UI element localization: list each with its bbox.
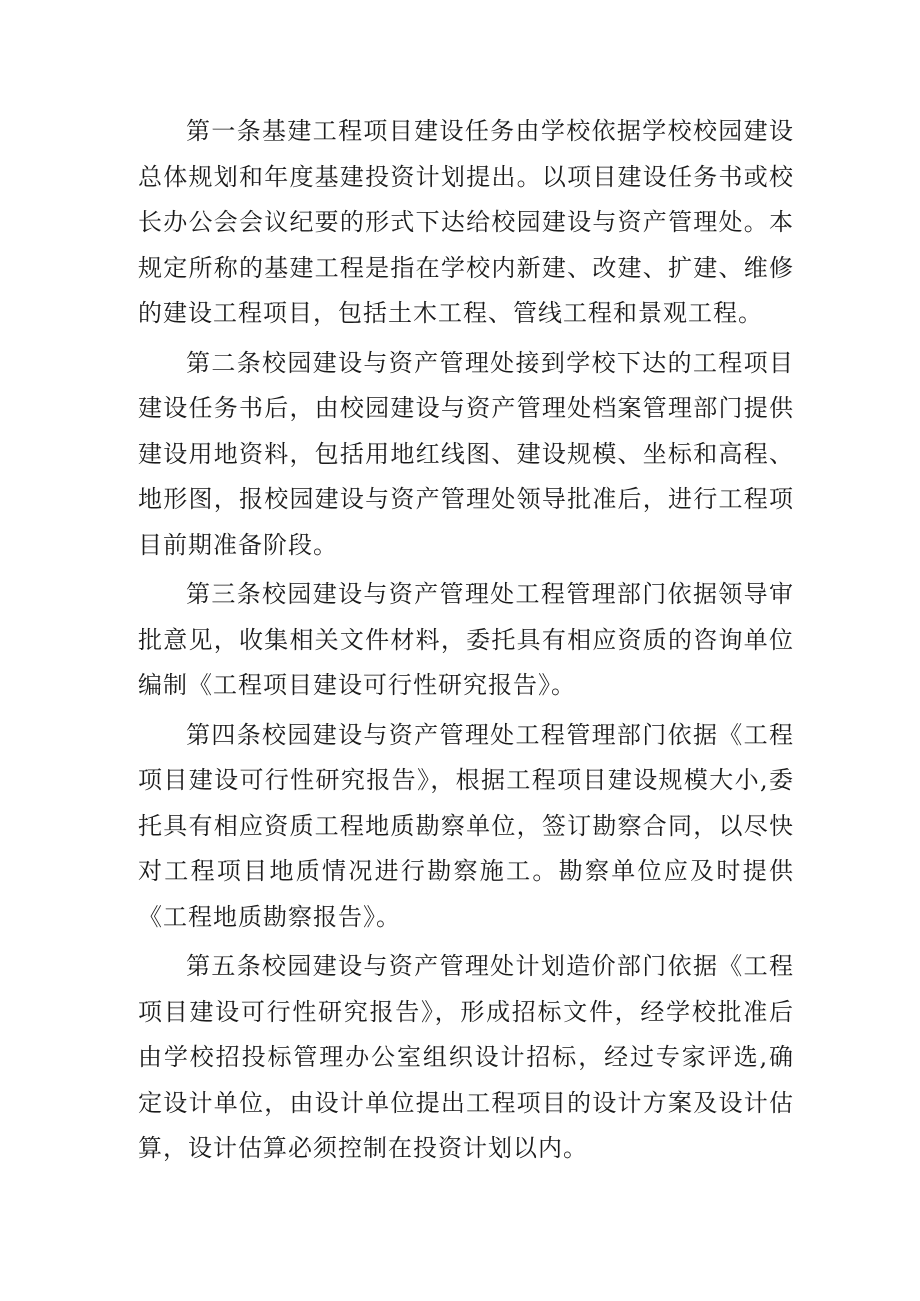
article-4-paragraph: 第四条校园建设与资产管理处工程管理部门依据《工程项目建设可行性研究报告》，根据工程项目建设规模大小,委托具有相应资质工程地质勘察单位，签订勘察合同，以尽快对工程项目地质情况进行勘察施工。勘察单位应及时提供《工程地质勘察报告》。 xyxy=(138,720,794,931)
article-1-paragraph: 第一条基建工程项目建设任务由学校依据学校校园建设总体规划和年度基建投资计划提出。以项目建设任务书或校长办公会会议纪要的形式下达给校园建设与资产管理处。本规定所称的基建工程是指在学校内新建、改建、扩建、维修的建设工程项目，包括土木工程、管线工程和景观工程。 xyxy=(138,117,794,327)
article-5-paragraph: 第五条校园建设与资产管理处计划造价部门依据《工程项目建设可行性研究报告》，形成招标文件，经学校批准后由学校招投标管理办公室组织设计招标，经过专家评选,确定设计单位，由设计单位提出工程项目的设计方案及设计估算，设计估算必须控制在投资计划以内。 xyxy=(138,952,794,1162)
article-2-paragraph: 第二条校园建设与资产管理处接到学校下达的工程项目建设任务书后，由校园建设与资产管理处档案管理部门提供建设用地资料，包括用地红线图、建设规模、坐标和高程、地形图，报校园建设与资产管理处领导批准后，进行工程项目前期准备阶段。 xyxy=(138,348,794,559)
document-body xyxy=(138,109,794,1176)
article-3-paragraph: 第三条校园建设与资产管理处工程管理部门依据领导审批意见，收集相关文件材料，委托具有相应资质的咨询单位编制《工程项目建设可行性研究报告》。 xyxy=(138,580,794,699)
